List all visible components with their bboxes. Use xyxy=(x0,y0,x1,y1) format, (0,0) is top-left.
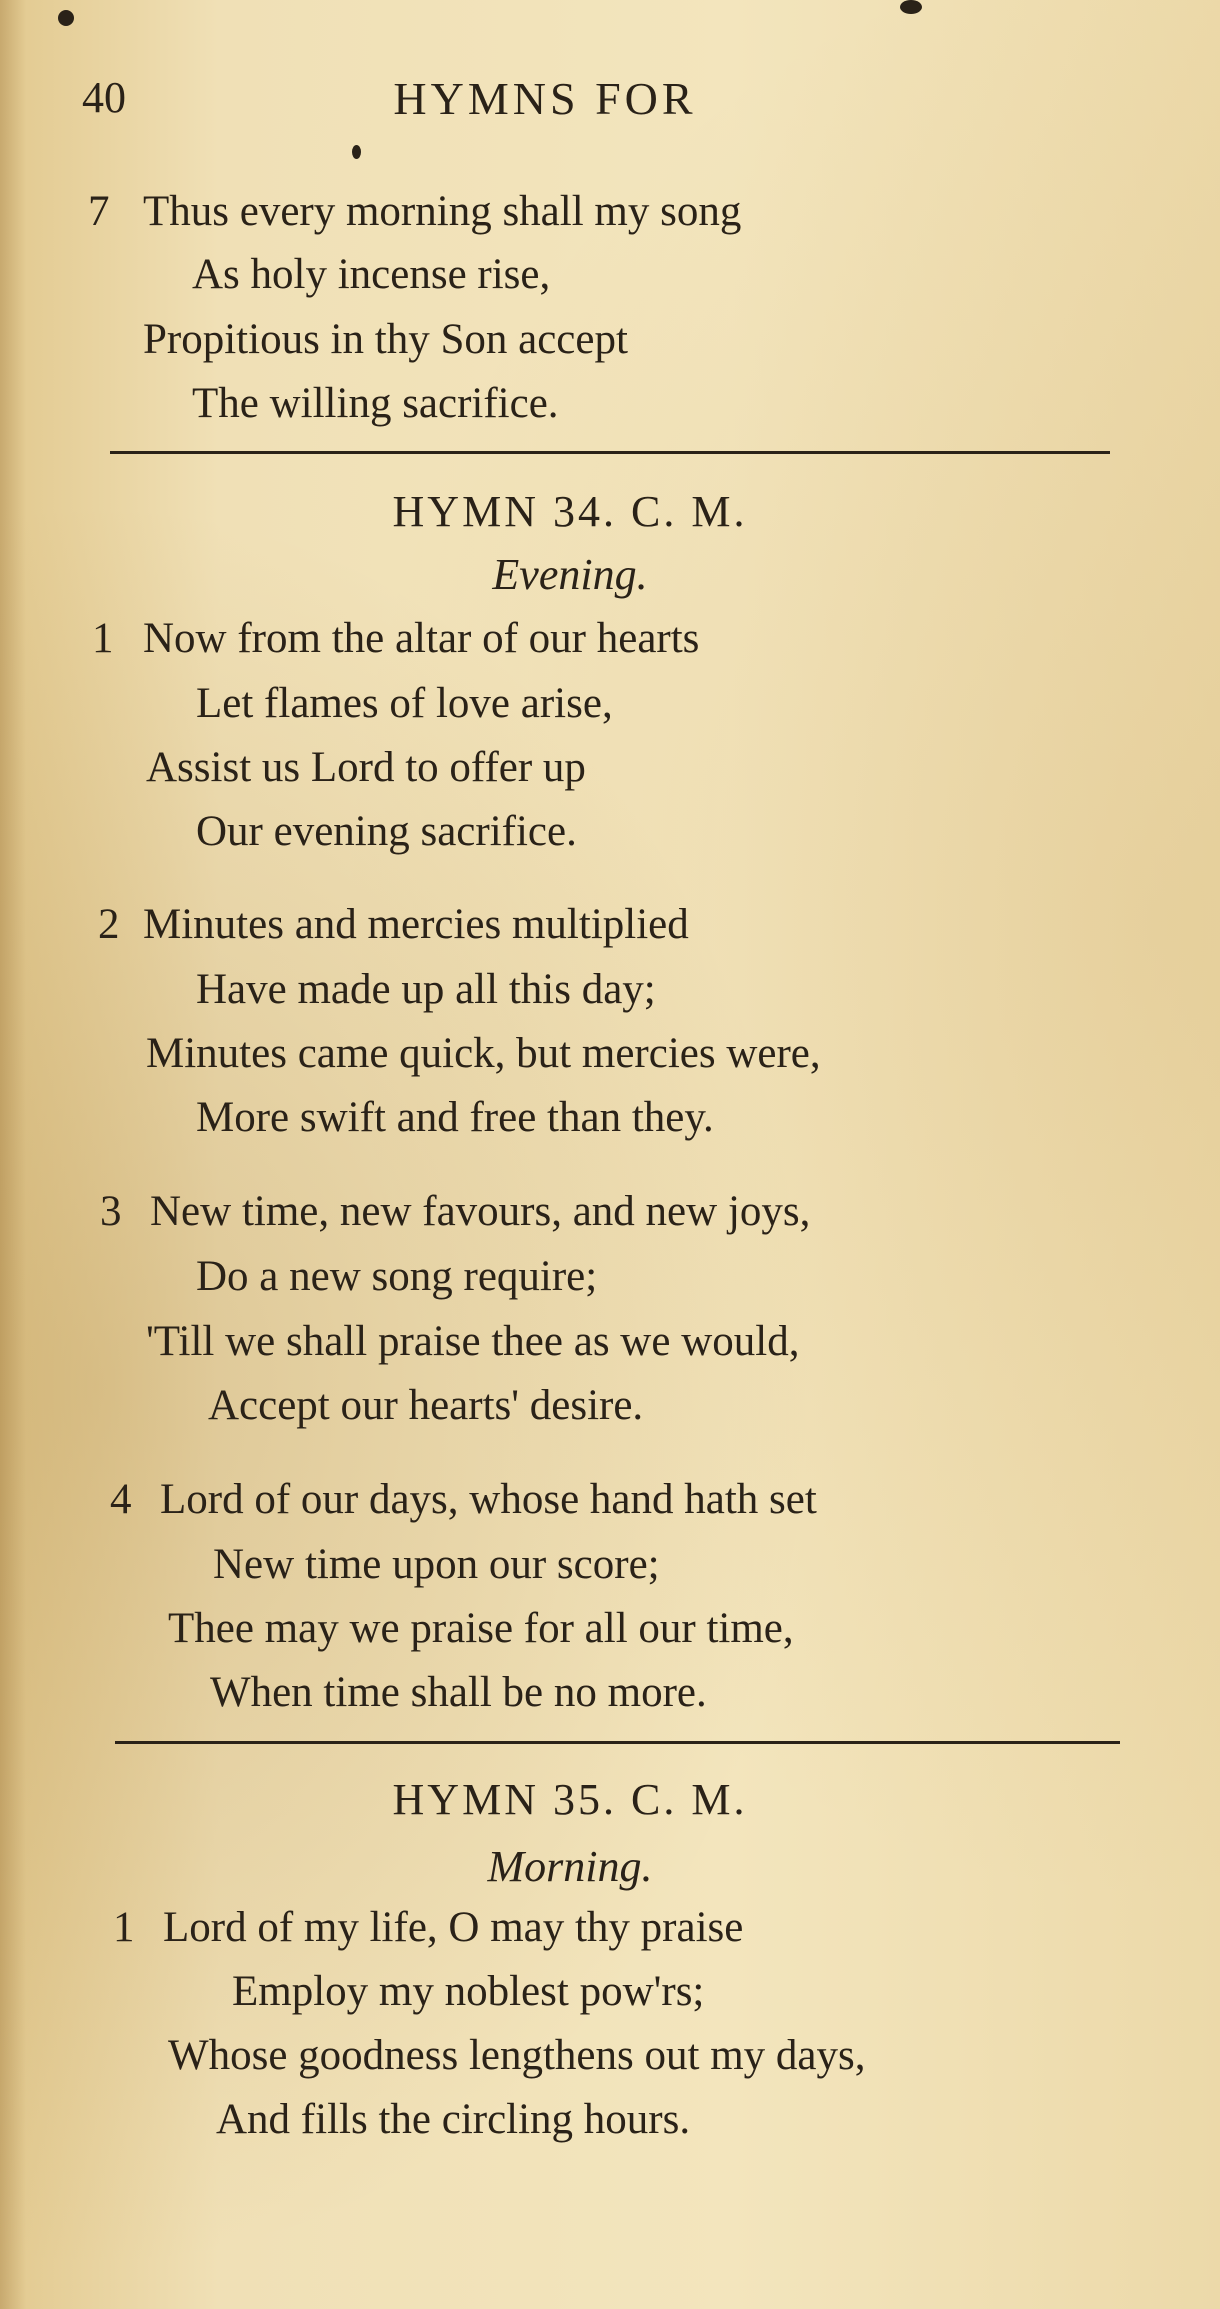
verse-line: Our evening sacrifice. xyxy=(196,808,577,855)
verse-line: Do a new song require; xyxy=(196,1253,598,1300)
verse-line: As holy incense rise, xyxy=(192,251,551,298)
ink-blot xyxy=(900,0,922,14)
verse-line: When time shall be no more. xyxy=(210,1669,707,1716)
stanza-number: 4 xyxy=(110,1476,132,1523)
stanza-number: 2 xyxy=(98,901,120,948)
verse-line: Now from the altar of our hearts xyxy=(143,615,700,662)
stanza-number: 3 xyxy=(100,1188,122,1235)
verse-line: And fills the circling hours. xyxy=(216,2096,691,2143)
page-number: 40 xyxy=(82,73,126,122)
verse-line: Assist us Lord to offer up xyxy=(146,744,586,791)
stanza-number: 1 xyxy=(113,1904,135,1951)
hymn-heading: HYMN 34. C. M. xyxy=(392,487,748,536)
page-spine-shadow xyxy=(0,0,26,2309)
verse-line: Minutes and mercies multiplied xyxy=(143,901,689,948)
hymn-subtitle: Morning. xyxy=(487,1842,653,1891)
section-divider xyxy=(115,1741,1120,1744)
verse-line: Minutes came quick, but mercies were, xyxy=(146,1030,821,1077)
hymn-heading: HYMN 35. C. M. xyxy=(392,1775,748,1824)
verse-line: Propitious in thy Son accept xyxy=(143,316,628,363)
ink-blot xyxy=(58,10,74,26)
verse-line: Whose goodness lengthens out my days, xyxy=(168,2032,866,2079)
stanza-number: 7 xyxy=(88,188,110,235)
verse-line: New time, new favours, and new joys, xyxy=(150,1188,811,1235)
verse-line: Accept our hearts' desire. xyxy=(208,1382,644,1429)
verse-line: New time upon our score; xyxy=(213,1541,660,1588)
verse-line: Have made up all this day; xyxy=(196,966,656,1013)
verse-line: Lord of my life, O may thy praise xyxy=(163,1904,744,1951)
verse-line: The willing sacrifice. xyxy=(192,380,559,427)
verse-line: Thee may we praise for all our time, xyxy=(168,1605,794,1652)
verse-line: Lord of our days, whose hand hath set xyxy=(160,1476,817,1523)
verse-line: 'Till we shall praise thee as we would, xyxy=(146,1318,800,1365)
verse-line: Employ my noblest pow'rs; xyxy=(232,1968,705,2015)
running-title: HYMNS FOR xyxy=(393,73,697,124)
ink-dot xyxy=(352,145,361,159)
verse-line: Thus every morning shall my song xyxy=(143,188,742,235)
hymn-subtitle: Evening. xyxy=(492,550,648,599)
section-divider xyxy=(110,451,1110,454)
stanza-number: 1 xyxy=(92,615,114,662)
verse-line: Let flames of love arise, xyxy=(196,680,613,727)
running-header xyxy=(0,72,1220,132)
verse-line: More swift and free than they. xyxy=(196,1094,714,1141)
